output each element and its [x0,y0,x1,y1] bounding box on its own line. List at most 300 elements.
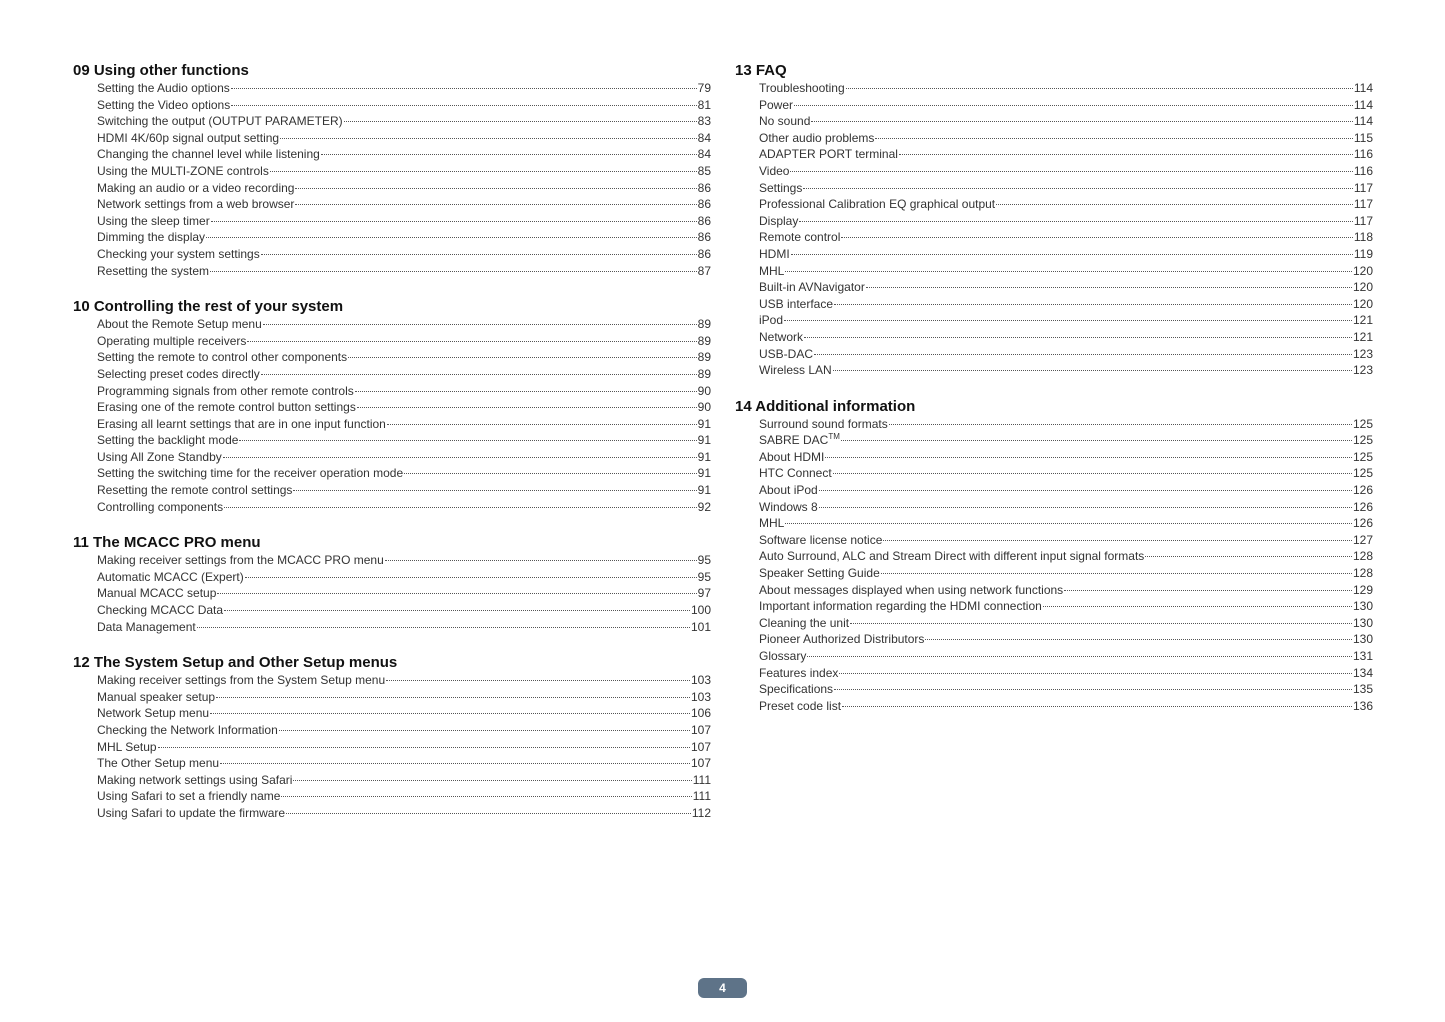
toc-section-13-faq [735,62,1373,379]
toc-entry[interactable] [73,722,711,739]
toc-entry[interactable] [735,598,1373,615]
toc-entry[interactable] [73,80,711,97]
dot-leader [385,560,697,561]
toc-entry[interactable] [73,552,711,569]
toc-entry-title [759,130,874,147]
toc-entry-title-text: MHL [759,263,785,278]
toc-entry-title [97,585,216,602]
dot-leader [239,440,696,441]
toc-entry[interactable] [73,602,711,619]
toc-entry[interactable] [73,383,711,400]
toc-entry-title-text: Troubleshooting [759,81,845,95]
toc-entry[interactable] [735,130,1373,147]
toc-entry-title [97,246,260,263]
toc-entry-page-number: 83 [697,114,711,129]
dot-leader [819,507,1352,508]
toc-entry-title-text: Making an audio or a video recording [97,180,295,195]
toc-entry-page-number: 100 [690,603,711,618]
toc-entry-page-number: 91 [697,466,711,481]
toc-entry-title-text: Resetting the system [97,263,210,278]
toc-entry-title [97,196,294,213]
toc-entry[interactable] [73,316,711,333]
toc-entry-title-text: Making receiver settings from the System Setup menu [97,673,386,688]
toc-entry-page-number: 120 [1352,296,1373,311]
toc-entry-title [759,665,838,682]
toc-entry-page-number: 126 [1352,516,1373,531]
toc-entry[interactable] [735,229,1373,246]
section-heading: 12 The System Setup and Other Setup menus [73,654,398,672]
toc-entry-page-number: 95 [697,553,711,568]
toc-entry[interactable] [73,755,711,772]
toc-entry-title [759,163,789,180]
trademark-superscript: TM [828,432,840,442]
toc-entry[interactable] [735,263,1373,280]
toc-entry-title-text: Preset code list [759,698,842,713]
toc-entry-page-number: 79 [697,81,711,95]
dot-leader [996,204,1353,205]
toc-entry-title-text: Settings [759,180,803,195]
toc-entry-title-text: HDMI 4K/60p signal output setting [97,130,280,145]
toc-entry[interactable] [73,619,711,636]
toc-entry-title [97,482,292,499]
dot-leader [270,171,697,172]
toc-section-12-the-system-setup-and-other-setup-menus [73,654,711,821]
toc-entry-title [759,465,832,482]
toc-entry-title-text: Cleaning the unit [759,615,850,630]
dot-leader [293,780,691,781]
toc-entry-title-text: Setting the Video options [97,97,231,112]
toc-entry-title-text: MHL [759,516,785,531]
toc-entry[interactable] [735,482,1373,499]
dot-leader [841,237,1352,238]
dot-leader [211,221,697,222]
toc-entry[interactable] [73,465,711,482]
toc-entry-title [759,329,803,346]
toc-entry-title-text: Dimming the display [97,230,206,245]
toc-entry-page-number: 89 [697,333,711,348]
toc-entry-title [759,449,824,466]
dot-leader [231,88,697,89]
dot-leader [348,357,696,358]
toc-entry-title-text: Professional Calibration EQ graphical output [759,197,996,212]
toc-entry[interactable] [735,515,1373,532]
toc-entry-title-text: About messages displayed when using network functions [759,582,1064,597]
toc-section-10-controlling-the-rest-of-your-system [73,298,711,515]
toc-entry-page-number: 125 [1352,466,1373,481]
section-heading: 09 Using other functions [73,62,249,79]
toc-entry-title [759,180,802,197]
toc-entry[interactable] [735,180,1373,197]
toc-entry[interactable] [73,705,711,722]
toc-entry-title [97,416,386,433]
toc-entry[interactable] [735,329,1373,346]
dot-leader [286,813,691,814]
toc-entry-page-number: 89 [697,366,711,381]
toc-entry-page-number: 123 [1352,346,1373,361]
toc-entry[interactable] [73,213,711,230]
dot-leader [925,639,1352,640]
toc-entry-title [759,213,798,230]
toc-entry-title [97,619,196,636]
toc-entry-page-number: 130 [1352,632,1373,647]
toc-entry[interactable] [735,346,1373,363]
dot-leader [875,138,1352,139]
dot-leader [295,188,696,189]
toc-entry-page-number: 116 [1353,147,1373,162]
toc-entry-page-number: 86 [697,213,711,228]
toc-entry-title [97,333,246,350]
dot-leader [263,324,697,325]
toc-entry-title [759,296,833,313]
toc-entry-page-number: 91 [697,483,711,498]
toc-entry-title [97,772,292,789]
toc-entry[interactable] [735,499,1373,516]
toc-entry[interactable] [735,532,1373,549]
toc-entry-title-text: Software license notice [759,532,883,547]
toc-entry-title-text: Erasing all learnt settings that are in one input function [97,416,386,431]
toc-entry-title-text: Setting the remote to control other components [97,350,348,365]
toc-entry-title-text: Important information regarding the HDMI connection [759,599,1042,614]
toc-entry[interactable] [73,229,711,246]
toc-entry-title-text: Manual MCACC setup [97,586,217,601]
dot-leader [261,374,697,375]
toc-entry-title [759,648,806,665]
toc-entry-title-text: Making network settings using Safari [97,772,293,787]
toc-entry[interactable] [735,196,1373,213]
dot-leader [811,121,1352,122]
toc-entry-page-number: 135 [1352,682,1373,697]
page-number-badge: 4 [698,978,747,998]
toc-entry-page-number: 86 [697,230,711,245]
dot-leader [220,763,690,764]
toc-entry[interactable] [735,113,1373,130]
toc-entry-title [759,698,841,715]
toc-entry[interactable] [735,213,1373,230]
toc-entry-title [759,499,818,516]
toc-entry-title-text: Switching the output (OUTPUT PARAMETER) [97,114,343,129]
toc-entry-title-text: Selecting preset codes directly [97,366,260,381]
toc-entry-title [97,602,223,619]
toc-entry[interactable] [735,312,1373,329]
dot-leader [210,271,697,272]
toc-entry-page-number: 81 [697,97,711,112]
toc-entry-title-text: USB-DAC [759,346,814,361]
toc-entry[interactable] [735,432,1373,449]
dot-leader [223,457,697,458]
dot-leader [814,354,1352,355]
toc-entry-page-number: 90 [697,400,711,415]
dot-leader [281,796,691,797]
toc-entry-title [97,146,320,163]
toc-entry-title-text: Network settings from a web browser [97,197,295,212]
toc-entry-page-number: 85 [697,163,711,178]
toc-entry[interactable] [73,432,711,449]
toc-entry[interactable] [73,263,711,280]
toc-entry-title [759,515,784,532]
dot-leader [785,271,1352,272]
toc-entry[interactable] [73,585,711,602]
toc-entry-page-number: 107 [690,723,711,737]
toc-entry-list [735,80,1373,379]
toc-entry-title [97,432,238,449]
toc-entry-title [759,146,898,163]
dot-leader [197,627,690,628]
toc-entry-title-text: Auto Surround, ALC and Stream Direct with different input signal formats [759,549,1145,564]
toc-entry-title [97,113,343,130]
toc-entry-title [759,97,793,114]
toc-entry-title [97,739,157,756]
toc-entry-title-text: Wireless LAN [759,363,832,378]
toc-entry[interactable] [73,196,711,213]
toc-entry[interactable] [735,296,1373,313]
dot-leader [881,573,1352,574]
toc-entry-title [97,399,356,416]
toc-entry-page-number: 136 [1352,698,1373,713]
toc-entry[interactable] [735,97,1373,114]
toc-entry-title-text: Automatic MCACC (Expert) [97,569,244,584]
toc-entry[interactable] [735,665,1373,682]
toc-entry[interactable] [73,146,711,163]
toc-entry-title [97,569,244,586]
dot-leader [245,577,697,578]
toc-entry-title-text: Video [759,163,790,178]
toc-entry-title [97,349,347,366]
dot-leader [321,154,697,155]
dot-leader [231,105,696,106]
toc-entry[interactable] [735,362,1373,379]
toc-entry-title-text: Remote control [759,230,841,245]
toc-section-09-using-other-functions [73,62,711,279]
dot-leader [210,713,690,714]
dot-leader [261,254,697,255]
toc-entry-title [759,416,888,433]
toc-entry-title [759,80,845,97]
toc-entry-title [759,565,880,582]
toc-entry[interactable] [73,689,711,706]
toc-entry-page-number: 107 [690,739,711,754]
toc-entry-title [97,788,280,805]
toc-entry-title-text: Data Management [97,619,196,634]
toc-entry[interactable] [73,349,711,366]
toc-entry-page-number: 114 [1353,81,1373,95]
toc-entry-page-number: 117 [1353,197,1373,212]
toc-entry-title [97,80,230,97]
toc-entry-title-text: Network Setup menu [97,706,210,721]
toc-entry-title [97,689,215,706]
toc-entry-title [97,552,384,569]
toc-entry-page-number: 97 [697,586,711,601]
dot-leader [1145,556,1352,557]
dot-leader [794,105,1353,106]
dot-leader [280,138,697,139]
toc-entry-title [759,598,1042,615]
dot-leader [224,507,697,508]
toc-entry[interactable] [735,246,1373,263]
toc-entry-title-text: Programming signals from other remote controls [97,383,354,398]
toc-entry[interactable] [735,615,1373,632]
toc-entry-title [97,383,354,400]
toc-entry-title-text: Changing the channel level while listening [97,147,320,162]
toc-entry-title-text: Surround sound formats [759,416,888,431]
section-heading: 10 Controlling the rest of your system [73,298,344,316]
dot-leader [387,424,697,425]
toc-entry[interactable] [73,672,711,689]
dot-leader [807,656,1352,657]
section-heading: 14 Additional information [735,397,916,415]
toc-entry-title-text: HDMI [759,246,790,261]
toc-entry-title-text: Checking the Network Information [97,723,278,737]
toc-entry-page-number: 128 [1352,566,1373,581]
toc-entry[interactable] [735,631,1373,648]
toc-entry[interactable] [735,582,1373,599]
toc-entry[interactable] [735,80,1373,97]
toc-entry-title-text: Checking MCACC Data [97,603,224,618]
toc-entry-title-text: Built-in AVNavigator [759,280,865,295]
dot-leader [224,610,690,611]
toc-entry[interactable] [73,449,711,466]
toc-entry-page-number: 103 [690,689,711,704]
toc-entry-title-text: About iPod [759,483,818,498]
toc-entry-page-number: 125 [1352,416,1373,431]
toc-entry[interactable] [73,399,711,416]
toc-entry-page-number: 86 [697,246,711,261]
toc-entry-page-number: 101 [690,619,711,634]
toc-entry-page-number: 111 [692,772,711,787]
toc-entry-page-number: 84 [697,130,711,145]
toc-entry-list [73,316,711,515]
toc-entry[interactable] [73,97,711,114]
dot-leader [834,689,1352,690]
toc-entry[interactable] [735,565,1373,582]
dot-leader [217,593,696,594]
toc-entry-page-number: 91 [697,416,711,431]
dot-leader [842,706,1352,707]
toc-entry[interactable] [73,366,711,383]
toc-entry-page-number: 128 [1352,549,1373,564]
toc-entry[interactable] [73,113,711,130]
toc-entry[interactable] [73,246,711,263]
toc-entry[interactable] [73,805,711,822]
toc-entry[interactable] [735,146,1373,163]
toc-entry[interactable] [73,180,711,197]
dot-leader [833,473,1352,474]
dot-leader [819,490,1352,491]
toc-entry-title [759,362,832,379]
toc-entry[interactable] [73,416,711,433]
dot-leader [839,673,1352,674]
toc-entry-title [759,346,813,363]
dot-leader [404,473,696,474]
toc-entry-title [759,113,810,130]
toc-entry-page-number: 126 [1352,499,1373,514]
toc-entry[interactable] [735,698,1373,715]
toc-entry[interactable] [735,163,1373,180]
dot-leader [216,697,690,698]
toc-entry-page-number: 111 [692,789,711,804]
section-heading: 11 The MCACC PRO menu [73,534,261,552]
toc-entry-title [97,229,205,246]
toc-entry-title [97,130,279,147]
toc-entry-title [97,722,278,739]
toc-entry-page-number: 86 [697,197,711,212]
dot-leader [344,121,697,122]
toc-entry-page-number: 120 [1352,280,1373,295]
dot-leader [846,88,1353,89]
toc-entry[interactable] [735,548,1373,565]
toc-entry-title [759,246,790,263]
toc-entry-page-number: 130 [1352,599,1373,614]
toc-entry-title [759,615,849,632]
toc-entry-page-number: 89 [697,317,711,332]
toc-entry-title-text: No sound [759,114,811,129]
toc-entry-page-number: 112 [691,805,711,820]
toc-entry[interactable] [73,163,711,180]
toc-entry-list [73,672,711,821]
toc-entry-page-number: 103 [690,673,711,688]
toc-entry-list [73,552,711,635]
toc-entry-title-text: Power [759,97,794,112]
toc-entry[interactable] [735,279,1373,296]
toc-entry[interactable] [735,449,1373,466]
toc-entry[interactable] [73,772,711,789]
toc-entry[interactable] [73,739,711,756]
dot-leader [804,337,1352,338]
toc-entry[interactable] [73,499,711,516]
toc-entry-page-number: 92 [697,499,711,514]
toc-entry-title-text: Using the sleep timer [97,213,210,228]
toc-entry-page-number: 119 [1353,246,1373,261]
toc-entry[interactable] [735,465,1373,482]
dot-leader [386,680,690,681]
toc-entry-title-text: Checking your system settings [97,246,260,261]
toc-entry-title-text: The Other Setup menu [97,756,220,771]
toc-entry-title [97,180,294,197]
dot-leader [357,407,697,408]
toc-entry-title-text: Windows 8 [759,499,818,514]
toc-entry-title-text: Operating multiple receivers [97,333,247,348]
toc-entry-title [97,163,269,180]
toc-entry-title-text: Using Safari to update the firmware [97,805,286,820]
toc-entry[interactable] [735,416,1373,433]
toc-entry[interactable] [73,482,711,499]
dot-leader [883,540,1352,541]
toc-entry[interactable] [73,130,711,147]
toc-entry-page-number: 107 [690,756,711,771]
toc-entry-title [759,279,865,296]
dot-leader [834,304,1352,305]
toc-entry[interactable] [73,569,711,586]
toc-entry-title-text: Speaker Setting Guide [759,566,880,581]
toc-entry-page-number: 117 [1353,213,1373,228]
toc-entry-title [97,755,219,772]
toc-entry[interactable] [735,681,1373,698]
toc-entry-title [759,631,924,648]
toc-entry-title-text: Making receiver settings from the MCACC PRO menu [97,553,384,568]
dot-leader [791,254,1353,255]
toc-entry-title-text: Setting the switching time for the receiver operation mode [97,466,404,481]
toc-entry-title-text: ADAPTER PORT terminal [759,147,898,162]
toc-entry[interactable] [735,648,1373,665]
toc-entry[interactable] [73,333,711,350]
toc-entry-title [759,582,1063,599]
toc-entry-page-number: 116 [1353,163,1373,178]
toc-entry-page-number: 106 [690,706,711,721]
dot-leader [158,747,690,748]
toc-entry-title-text: HTC Connect [759,466,832,481]
toc-entry-title [759,548,1144,565]
toc-entry-page-number: 87 [697,263,711,278]
toc-entry[interactable] [73,788,711,805]
